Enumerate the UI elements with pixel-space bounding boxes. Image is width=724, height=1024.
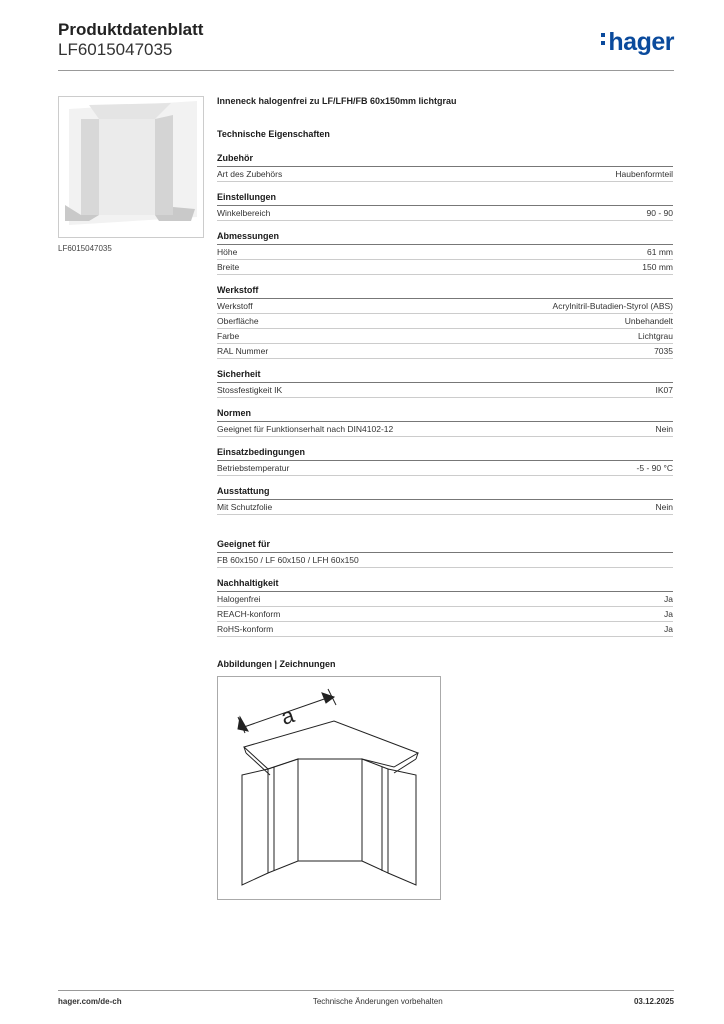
property-value: Unbehandelt: [624, 316, 673, 326]
property-label: RoHS-konform: [217, 624, 274, 634]
property-group: [217, 231, 673, 275]
property-row: [217, 167, 673, 182]
property-value: Ja: [664, 594, 673, 604]
footer-date: 03.12.2025: [633, 997, 674, 1006]
property-row: [217, 383, 673, 398]
property-group-title: Ausstattung: [217, 486, 673, 500]
product-photo: [58, 96, 204, 238]
property-row: [217, 299, 673, 314]
property-groups: [217, 153, 673, 637]
property-row: [217, 622, 673, 637]
property-label: Breite: [217, 262, 240, 272]
property-label: Halogenfrei: [217, 594, 261, 604]
property-group: [217, 369, 673, 398]
property-label: RAL Nummer: [217, 346, 269, 356]
logo-dots-icon: [601, 33, 605, 49]
property-row: [217, 607, 673, 622]
property-value: Ja: [664, 609, 673, 619]
property-value: Lichtgrau: [638, 331, 673, 341]
property-group: [217, 486, 673, 515]
property-group: [217, 285, 673, 359]
property-group-title: Zubehör: [217, 153, 673, 167]
property-group-title: Werkstoff: [217, 285, 673, 299]
property-row: [217, 206, 673, 221]
property-value: Nein: [655, 502, 673, 512]
property-value: IK07: [655, 385, 673, 395]
dimension-label: a: [277, 702, 298, 730]
property-row: [217, 329, 673, 344]
property-label: Werkstoff: [217, 301, 253, 311]
footer-website-link[interactable]: hager.com/de-ch: [58, 997, 122, 1006]
hager-logo: hager: [601, 28, 674, 57]
property-row: [217, 245, 673, 260]
property-label: Art des Zubehörs: [217, 169, 283, 179]
property-group: [217, 192, 673, 221]
property-group: [217, 539, 673, 568]
property-row: [217, 592, 673, 607]
property-label: Stossfestigkeit IK: [217, 385, 283, 395]
property-group-title: Nachhaltigkeit: [217, 578, 673, 592]
drawings-heading: Abbildungen | Zeichnungen: [217, 659, 336, 669]
property-row: [217, 314, 673, 329]
property-value: 61 mm: [647, 247, 673, 257]
product-photo-icon: [59, 97, 203, 237]
property-value: -5 - 90 °C: [636, 463, 673, 473]
photo-caption: LF6015047035: [58, 244, 112, 253]
technical-drawing: [217, 676, 441, 900]
property-row: [217, 461, 673, 476]
page-header: [58, 20, 674, 71]
property-label: Höhe: [217, 247, 238, 257]
property-value: Acrylnitril-Butadien-Styrol (ABS): [552, 301, 673, 311]
property-row: [217, 500, 673, 515]
property-row: [217, 553, 673, 568]
property-group: [217, 447, 673, 476]
property-value: Haubenformteil: [615, 169, 673, 179]
article-number: LF6015047035: [58, 40, 173, 59]
property-row: [217, 422, 673, 437]
property-value: Nein: [655, 424, 673, 434]
property-label: Geeignet für Funktionserhalt nach DIN4102-12: [217, 424, 394, 434]
property-group-title: Einsatzbedingungen: [217, 447, 673, 461]
property-group: [217, 153, 673, 182]
product-description: Inneneck halogenfrei zu LF/LFH/FB 60x150mm lichtgrau: [217, 96, 457, 106]
property-group-title: Abmessungen: [217, 231, 673, 245]
property-label: Oberfläche: [217, 316, 259, 326]
property-label: Winkelbereich: [217, 208, 271, 218]
tech-properties-heading: Technische Eigenschaften: [217, 129, 330, 139]
property-value: Ja: [664, 624, 673, 634]
property-label: Farbe: [217, 331, 240, 341]
property-row: [217, 344, 673, 359]
property-row: [217, 260, 673, 275]
property-label: FB 60x150 / LF 60x150 / LFH 60x150: [217, 555, 359, 565]
property-group-title: Normen: [217, 408, 673, 422]
property-label: Betriebstemperatur: [217, 463, 290, 473]
footer-disclaimer: Technische Änderungen vorbehalten: [312, 997, 443, 1006]
page-title: Produktdatenblatt: [58, 20, 204, 39]
property-value: 90 - 90: [646, 208, 673, 218]
property-value: 7035: [654, 346, 673, 356]
property-label: Mit Schutzfolie: [217, 502, 273, 512]
page-footer: [58, 990, 674, 1006]
property-group-title: Geeignet für: [217, 539, 673, 553]
property-group-title: Sicherheit: [217, 369, 673, 383]
property-value: 150 mm: [642, 262, 673, 272]
property-group-title: Einstellungen: [217, 192, 673, 206]
property-group: [217, 408, 673, 437]
property-label: REACH-konform: [217, 609, 281, 619]
corner-drawing-icon: [218, 677, 440, 899]
content-column: [217, 96, 673, 669]
property-group: [217, 578, 673, 637]
